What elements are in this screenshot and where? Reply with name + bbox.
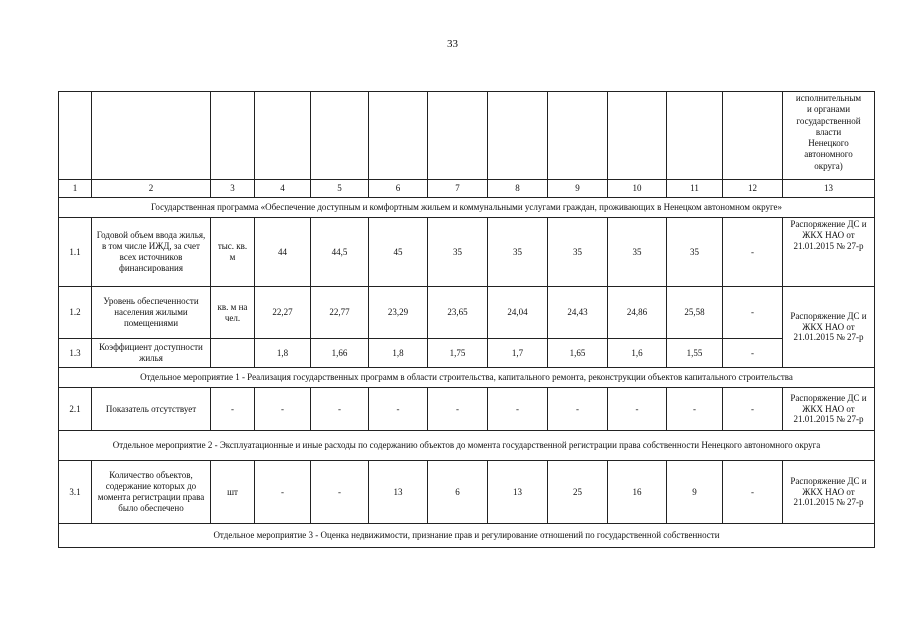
value-cell: 25 [548,461,608,524]
section-row [59,368,875,388]
header-continuation-row [59,92,875,180]
value-cell: - [723,461,783,524]
value-cell: 24,43 [548,287,608,339]
indicator-name: Показатель отсутствует [92,388,211,431]
value-cell: 24,04 [488,287,548,339]
value-cell: - [723,339,783,368]
value-cell: - [428,388,488,431]
section-event-3-title: Отдельное мероприятие 3 - Оценка недвижимости, признание прав и регулирование отношений по государственной собственности [59,524,875,548]
value-cell: - [255,388,311,431]
row-number: 3.1 [59,461,92,524]
header-cell-responsible: исполнительным и органами государственной власти Ненецкого автономного округа) [783,92,875,180]
value-cell: 23,29 [369,287,428,339]
column-number: 9 [548,180,608,198]
column-number: 11 [667,180,723,198]
value-cell: 1,66 [311,339,369,368]
value-cell: - [369,388,428,431]
value-cell: 44,5 [311,218,369,287]
value-cell: 25,58 [667,287,723,339]
value-cell: 1,55 [667,339,723,368]
column-number: 5 [311,180,369,198]
section-program-title: Государственная программа «Обеспечение доступным и комфортным жильем и коммунальными услугами граждан, проживающих в Ненецком автономном округе» [59,198,875,218]
column-number: 1 [59,180,92,198]
table-row [59,388,875,431]
value-cell: 45 [369,218,428,287]
section-event-2-title: Отдельное мероприятие 2 - Эксплуатационные и иные расходы по содержанию объектов до момента государственной регистрации права собственности Ненецкого автономного округа [59,431,875,461]
value-cell: 1,75 [428,339,488,368]
column-number: 12 [723,180,783,198]
value-cell: 23,65 [428,287,488,339]
section-row [59,431,875,461]
value-cell: 1,8 [255,339,311,368]
source-document-cell: Распоряжение ДС и ЖКХ НАО от 21.01.2015 № 27-р [783,461,875,524]
source-document-cell: Распоряжение ДС и ЖКХ НАО от 21.01.2015 № 27-р [783,388,875,431]
table-row [59,339,875,368]
section-row [59,524,875,548]
value-cell: 22,77 [311,287,369,339]
indicator-name: Годовой объем ввода жилья, в том числе ИЖД, за счет всех источников финансирования [92,218,211,287]
unit-cell: кв. м на чел. [211,287,255,339]
value-cell: 22,27 [255,287,311,339]
value-cell: 35 [667,218,723,287]
table-row [59,287,875,339]
page-number: 33 [447,38,458,50]
value-cell: - [311,388,369,431]
source-document-cell: Распоряжение ДС и ЖКХ НАО от 21.01.2015 № 27-р [783,287,875,368]
value-cell: - [255,461,311,524]
section-event-1-title: Отдельное мероприятие 1 - Реализация государственных программ в области строительства, капитального ремонта, реконструкции объектов капитального строительства [59,368,875,388]
column-number: 10 [608,180,667,198]
value-cell: 9 [667,461,723,524]
value-cell: - [723,388,783,431]
value-cell: 13 [488,461,548,524]
value-cell: 35 [488,218,548,287]
value-cell: 1,6 [608,339,667,368]
value-cell: - [311,461,369,524]
value-cell: 44 [255,218,311,287]
row-number: 1.2 [59,287,92,339]
source-document-cell: Распоряжение ДС и ЖКХ НАО от 21.01.2015 № 27-р [783,218,875,287]
column-number: 3 [211,180,255,198]
row-number: 1.3 [59,339,92,368]
column-number: 4 [255,180,311,198]
unit-cell [211,339,255,368]
column-number: 8 [488,180,548,198]
indicator-name: Уровень обеспеченности населения жилыми помещениями [92,287,211,339]
value-cell: 35 [428,218,488,287]
value-cell: 13 [369,461,428,524]
value-cell: - [723,218,783,287]
value-cell: 1,65 [548,339,608,368]
row-number: 1.1 [59,218,92,287]
value-cell: 16 [608,461,667,524]
table-row [59,218,875,287]
value-cell: - [548,388,608,431]
column-number: 2 [92,180,211,198]
unit-cell: - [211,388,255,431]
value-cell: 1,7 [488,339,548,368]
value-cell: 6 [428,461,488,524]
value-cell: - [723,287,783,339]
value-cell: - [667,388,723,431]
value-cell: 35 [608,218,667,287]
column-number: 6 [369,180,428,198]
column-number-row [59,180,875,198]
unit-cell: шт [211,461,255,524]
value-cell: - [488,388,548,431]
value-cell: - [608,388,667,431]
row-number: 2.1 [59,388,92,431]
column-number: 13 [783,180,875,198]
value-cell: 35 [548,218,608,287]
column-number: 7 [428,180,488,198]
section-row [59,198,875,218]
value-cell: 24,86 [608,287,667,339]
indicator-name: Количество объектов, содержание которых до момента регистрации права было обеспечено [92,461,211,524]
indicators-table [58,91,875,548]
unit-cell: тыс. кв. м [211,218,255,287]
value-cell: 1,8 [369,339,428,368]
indicator-name: Коэффициент доступности жилья [92,339,211,368]
table-row [59,461,875,524]
